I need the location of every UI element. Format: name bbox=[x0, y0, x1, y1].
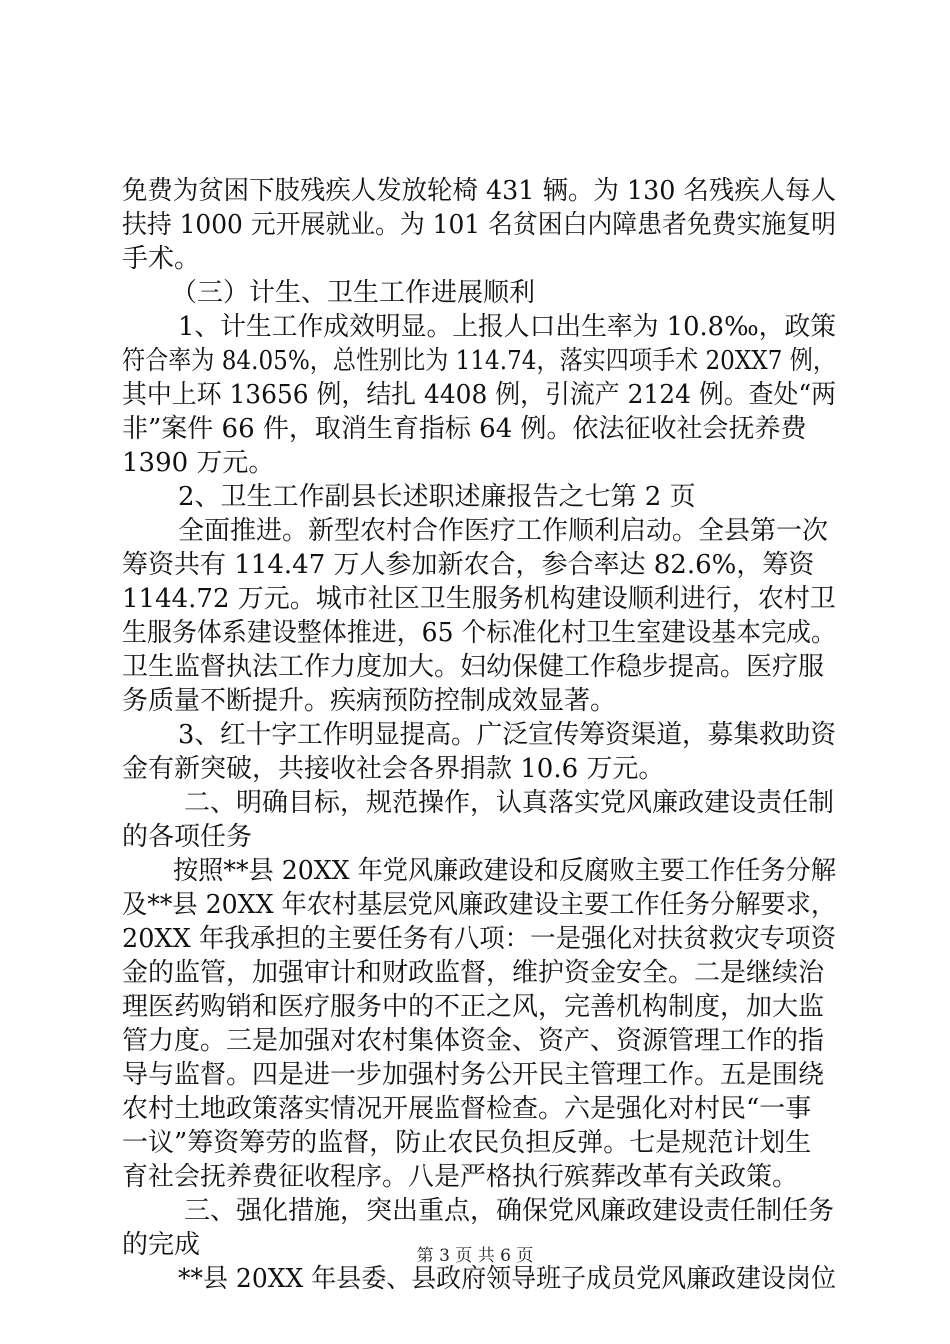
section-heading bbox=[0, 1192, 950, 1230]
text-line bbox=[0, 512, 950, 550]
text-line-content: 1390 万元。 bbox=[122, 448, 275, 478]
text-line bbox=[0, 1124, 950, 1162]
text-line-content: 导与监督。四是进一步加强村务公开民主管理工作。五是围绕 bbox=[122, 1060, 825, 1090]
text-line-content: 管力度。三是加强对农村集体资金、资产、资源管理工作的指 bbox=[122, 1026, 825, 1056]
text-line-content: 育社会抚养费征收程序。八是严格执行殡葬改革有关政策。 bbox=[122, 1162, 799, 1192]
text-line bbox=[0, 1056, 950, 1094]
text-line bbox=[0, 886, 950, 924]
text-line bbox=[0, 648, 950, 686]
text-line-content: 金有新突破，共接收社会各界捐款 10.6 万元。 bbox=[122, 754, 665, 784]
text-line-content: 理医药购销和医疗服务中的不正之风，完善机构制度，加大监 bbox=[122, 992, 825, 1022]
text-line-content: 筹资共有 114.47 万人参加新农合，参合率达 82.6%，筹资 bbox=[122, 550, 815, 580]
section-heading bbox=[0, 478, 950, 516]
text-line bbox=[0, 954, 950, 992]
text-line bbox=[0, 1022, 950, 1060]
text-line-content: 其中上环 13656 例，结扎 4408 例，引流产 2124 例。查处“两 bbox=[122, 380, 837, 410]
text-line-content: 金的监管，加强审计和财政监督，维护资金安全。二是继续治 bbox=[122, 958, 825, 988]
text-line-content: 三、强化措施，突出重点，确保党风廉政建设责任制任务 bbox=[184, 1196, 835, 1226]
section-heading bbox=[0, 274, 950, 312]
text-line bbox=[0, 716, 950, 754]
text-line-content: 务质量不断提升。疾病预防控制成效显著。 bbox=[122, 686, 617, 716]
text-line-content: 20XX 年我承担的主要任务有八项：一是强化对扶贫救灾专项资 bbox=[122, 924, 837, 954]
text-line-content: 1144.72 万元。城市社区卫生服务机构建设顺利进行，农村卫 bbox=[122, 584, 836, 614]
text-line-content: 的各项任务 bbox=[122, 822, 253, 852]
text-line-content: 按照**县 20XX 年党风廉政建设和反腐败主要工作任务分解 bbox=[173, 856, 837, 886]
text-line-content: 的完成 bbox=[122, 1230, 201, 1260]
text-line bbox=[0, 240, 950, 278]
text-line-content: 符合率为 84.05%，总性别比为 114.74，落实四项手术 20XX7 例， bbox=[122, 346, 836, 376]
text-line bbox=[0, 444, 950, 482]
text-line bbox=[0, 376, 950, 414]
text-line bbox=[0, 410, 950, 448]
text-line bbox=[0, 1158, 950, 1196]
text-line-content: 生服务体系建设整体推进，65 个标准化村卫生室建设基本完成。 bbox=[122, 618, 836, 648]
text-line bbox=[0, 852, 950, 890]
text-line-content: 非”案件 66 件，取消生育指标 64 例。依法征收社会抚养费 bbox=[122, 414, 807, 444]
text-line bbox=[0, 546, 950, 584]
text-line bbox=[0, 342, 950, 380]
text-line bbox=[0, 682, 950, 720]
text-line bbox=[0, 1090, 950, 1128]
section-heading bbox=[0, 784, 950, 822]
text-line-content: 手术。 bbox=[122, 244, 201, 274]
text-line-content: 1、计生工作成效明显。上报人口出生率为 10.8‰，政策 bbox=[178, 312, 837, 342]
text-line bbox=[0, 818, 950, 856]
page-footer: 第 3 页 共 6 页 bbox=[416, 1246, 534, 1266]
text-line-content: （三）计生、卫生工作进展顺利 bbox=[171, 278, 536, 308]
text-line bbox=[0, 206, 950, 244]
text-line-content: 农村土地政策落实情况开展监督检查。六是强化对村民“一事 bbox=[122, 1094, 812, 1124]
text-line bbox=[0, 172, 950, 210]
text-line-content: 及**县 20XX 年农村基层党风廉政建设主要工作任务分解要求， bbox=[122, 890, 837, 920]
text-line-content: 卫生监督执法工作力度加大。妇幼保健工作稳步提高。医疗服 bbox=[122, 652, 825, 682]
text-line-content: 一议”筹资筹劳的监督，防止农民负担反弹。七是规范计划生 bbox=[122, 1128, 812, 1158]
text-line bbox=[0, 580, 950, 618]
text-line-content: **县 20XX 年县委、县政府领导班子成员党风廉政建设岗位 bbox=[178, 1264, 837, 1294]
text-line-content: 扶持 1000 元开展就业。为 101 名贫困白内障患者免费实施复明 bbox=[122, 210, 836, 240]
text-line-content: 全面推进。新型农村合作医疗工作顺利启动。全县第一次 bbox=[178, 516, 829, 546]
text-line bbox=[0, 920, 950, 958]
text-line bbox=[0, 988, 950, 1026]
text-line-content: 免费为贫困下肢残疾人发放轮椅 431 辆。为 130 名残疾人每人 bbox=[122, 176, 837, 206]
text-line-content: 3、红十字工作明显提高。广泛宣传筹资渠道，募集救助资 bbox=[178, 720, 837, 750]
text-line bbox=[0, 750, 950, 788]
text-line-content: 2、卫生工作副县长述职述廉报告之七第 2 页 bbox=[178, 482, 696, 512]
text-line bbox=[0, 308, 950, 346]
text-line bbox=[0, 614, 950, 652]
text-line-content: 二、明确目标，规范操作，认真落实党风廉政建设责任制 bbox=[184, 788, 835, 818]
